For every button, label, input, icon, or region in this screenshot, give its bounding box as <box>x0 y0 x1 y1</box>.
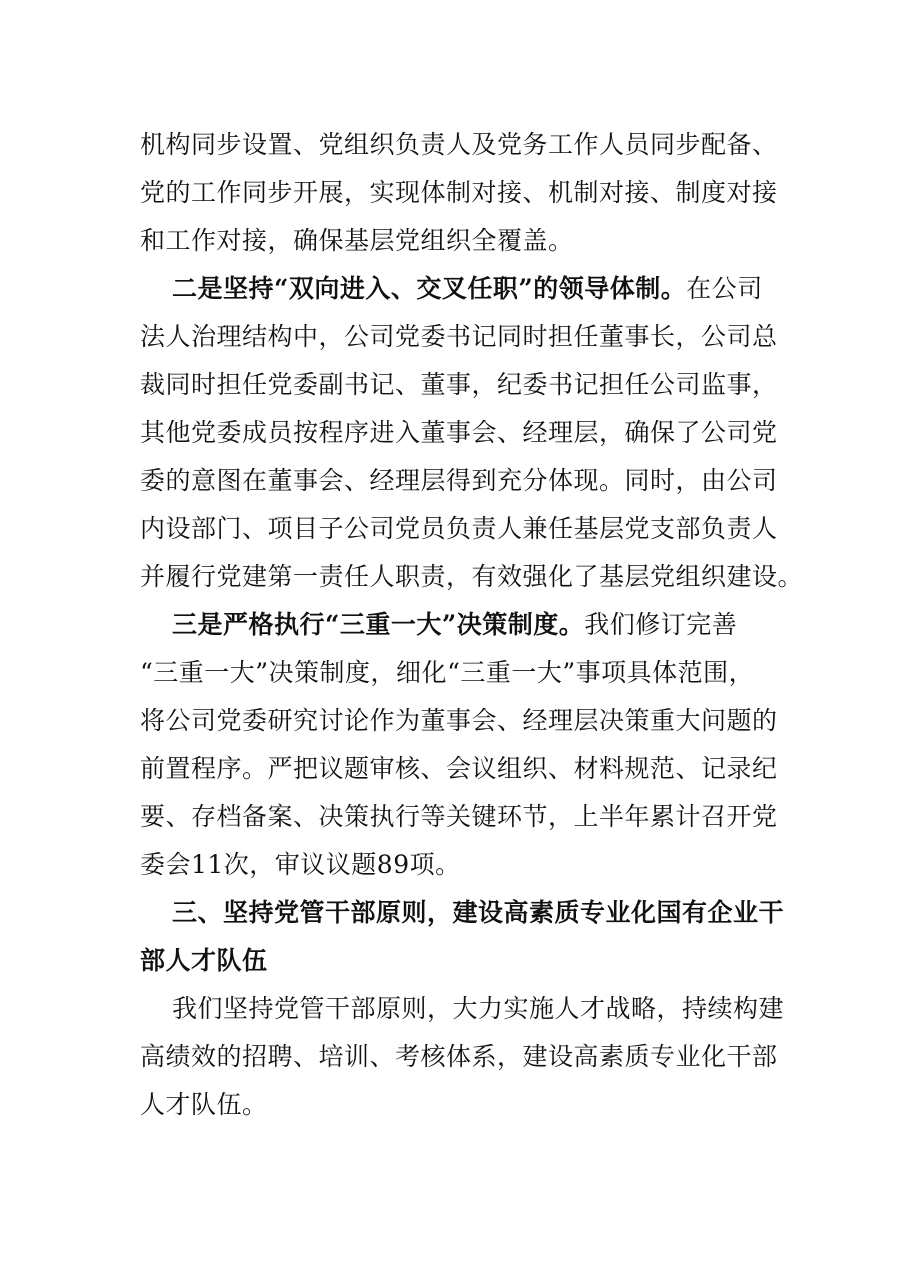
lead-rest-text: 在公司 <box>686 274 763 303</box>
body-line: 要、存档备案、决策执行等关键环节，上半年累计召开党 <box>140 802 778 831</box>
body-line: 将公司党委研究讨论作为董事会、经理层决策重大问题的 <box>140 706 778 735</box>
body-line: 委的意图在董事会、经理层得到充分体现。同时，由公司 <box>140 466 778 495</box>
body-line: 并履行党建第一责任人职责，有效强化了基层党组织建设。 <box>140 562 804 591</box>
lead-rest-text: 我们修订完善 <box>584 610 738 639</box>
body-line: 裁同时担任党委副书记、董事，纪委书记担任公司监事， <box>140 370 778 399</box>
body-line: 前置程序。严把议题审核、会议组织、材料规范、记录纪 <box>140 754 778 783</box>
body-line: 高绩效的招聘、培训、考核体系，建设高素质专业化干部 <box>140 1042 778 1071</box>
section-heading: 部人才队伍 <box>140 946 268 975</box>
body-line: 党的工作同步开展，实现体制对接、机制对接、制度对接 <box>140 178 778 207</box>
body-line: 委会11次，审议议题89项。 <box>140 850 461 879</box>
body-line: 法人治理结构中，公司党委书记同时担任董事长，公司总 <box>140 322 778 351</box>
bold-heading-text: 二是坚持“双向进入、交叉任职”的领导体制。 <box>172 274 687 303</box>
body-line: 人才队伍。 <box>140 1090 268 1119</box>
body-line: 内设部门、项目子公司党员负责人兼任基层党支部负责人 <box>140 514 778 543</box>
section-heading: 三、坚持党管干部原则，建设高素质专业化国有企业干 <box>172 898 785 927</box>
body-line: “三重一大”决策制度，细化“三重一大”事项具体范围， <box>140 658 755 687</box>
body-line: 其他党委成员按程序进入董事会、经理层，确保了公司党 <box>140 418 778 447</box>
body-line: 我们坚持党管干部原则，大力实施人才战略，持续构建 <box>172 994 785 1023</box>
body-line: 机构同步设置、党组织负责人及党务工作人员同步配备、 <box>140 130 778 159</box>
paragraph-lead-line <box>172 272 763 306</box>
bold-heading-text: 三是严格执行“三重一大”决策制度。 <box>172 610 585 639</box>
body-line: 和工作对接，确保基层党组织全覆盖。 <box>140 226 574 255</box>
paragraph-lead-line <box>172 608 737 642</box>
